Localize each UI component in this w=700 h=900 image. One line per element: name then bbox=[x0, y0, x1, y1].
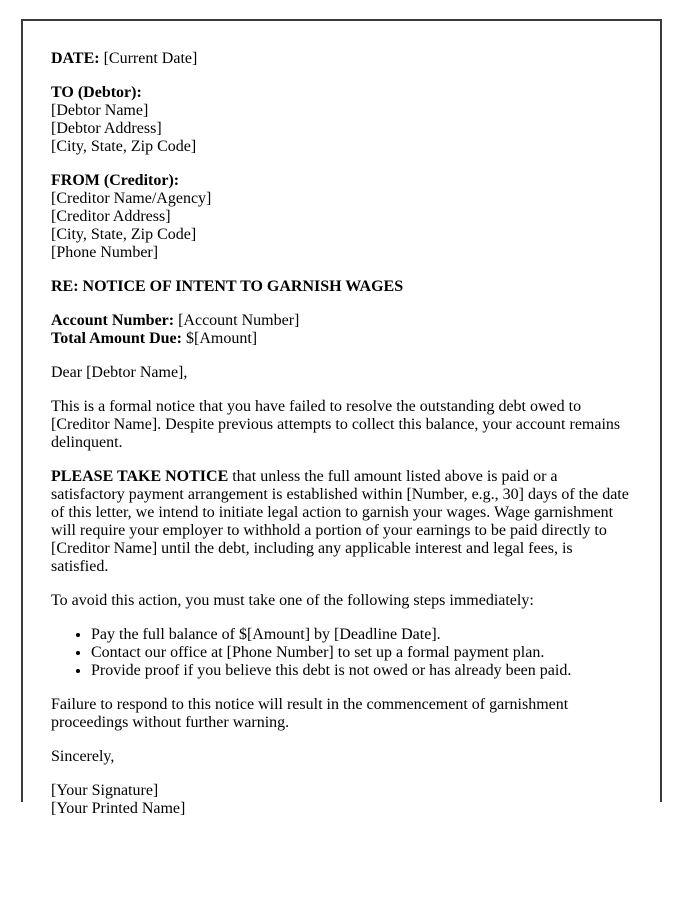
creditor-address-line: [Creditor Address] bbox=[51, 208, 171, 225]
date-line bbox=[51, 50, 632, 68]
steps-list bbox=[51, 626, 632, 680]
debtor-city-line: [City, State, Zip Code] bbox=[51, 138, 197, 155]
to-heading: TO (Debtor): bbox=[51, 84, 142, 101]
date-value: [Current Date] bbox=[103, 50, 198, 67]
signoff: Sincerely, bbox=[51, 748, 115, 765]
to-block bbox=[51, 84, 632, 156]
date-label: DATE: bbox=[51, 50, 100, 67]
account-block bbox=[51, 312, 632, 348]
letter-page bbox=[21, 19, 662, 817]
opening-paragraph: This is a formal notice that you have failed to resolve the outstanding debt owed to [Creditor Name]. Despite previous attempts to collect this balance, your account remains delinquent. bbox=[51, 398, 621, 451]
account-number-label: Account Number: bbox=[51, 312, 175, 329]
debtor-address-line: [Debtor Address] bbox=[51, 120, 162, 137]
account-number-value: [Account Number] bbox=[178, 312, 300, 329]
from-block bbox=[51, 172, 632, 262]
signature-block bbox=[51, 782, 632, 818]
step-item-pay: • Pay the full balance of $[Amount] by [Deadline Date]. bbox=[91, 626, 632, 644]
notice-rest: that unless the full amount listed above is paid or a satisfactory payment arrangement is established within [Number, e.g., 30] days of the date of this letter, we intend to initiate legal action to garnish your wages. Wage garnishment will require your employer to withhold a portion of your earnings to be paid directly to [Creditor Name] until the debt, including any applicable interest and legal fees, is satisfied. bbox=[51, 468, 629, 575]
notice-paragraph bbox=[51, 468, 632, 576]
steps-intro: To avoid this action, you must take one of the following steps immediately: bbox=[51, 592, 534, 609]
notice-bold-lead: PLEASE TAKE NOTICE bbox=[51, 468, 229, 485]
creditor-city-line: [City, State, Zip Code] bbox=[51, 226, 197, 243]
step-item-proof: • Provide proof if you believe this debt is not owed or has already been paid. bbox=[91, 662, 632, 680]
subject-line: RE: NOTICE OF INTENT TO GARNISH WAGES bbox=[51, 278, 404, 295]
printed-name-placeholder: [Your Printed Name] bbox=[51, 800, 186, 817]
salutation: Dear [Debtor Name], bbox=[51, 364, 188, 381]
debtor-name-line: [Debtor Name] bbox=[51, 102, 149, 119]
step-item-contact: • Contact our office at [Phone Number] to set up a formal payment plan. bbox=[91, 644, 632, 662]
creditor-phone-line: [Phone Number] bbox=[51, 244, 159, 261]
total-due-label: Total Amount Due: bbox=[51, 330, 182, 347]
from-heading: FROM (Creditor): bbox=[51, 172, 180, 189]
closing-paragraph: Failure to respond to this notice will result in the commencement of garnishment proceedings without further warning. bbox=[51, 696, 569, 731]
signature-placeholder: [Your Signature] bbox=[51, 782, 159, 799]
total-due-value: $[Amount] bbox=[185, 330, 258, 347]
creditor-name-line: [Creditor Name/Agency] bbox=[51, 190, 212, 207]
